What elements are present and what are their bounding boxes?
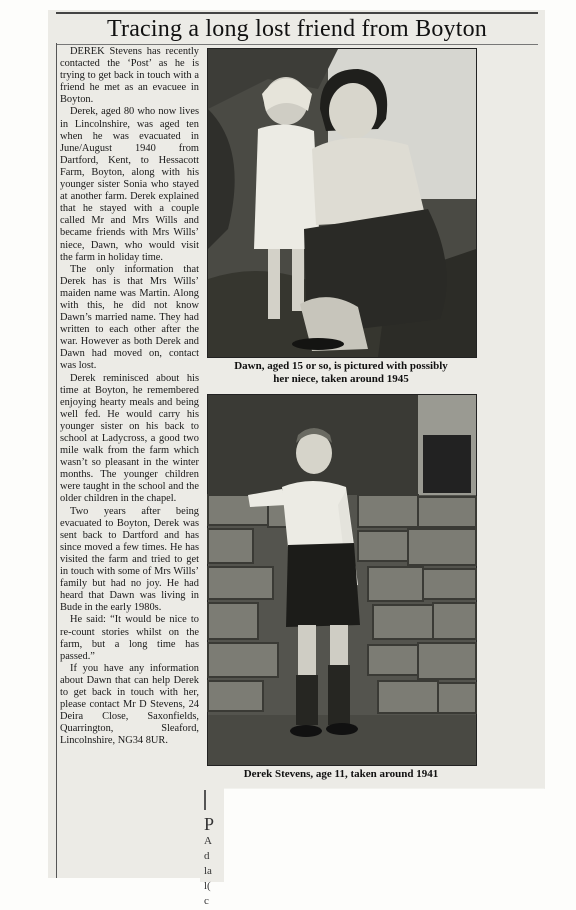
cut-off-letter: la — [204, 865, 212, 877]
caption-line: Dawn, aged 15 or so, is pictured with possibly — [234, 360, 448, 372]
photo-derek-stevens — [207, 394, 477, 766]
article-paragraph: If you have any information about Dawn that can help Derek to get back in touch with her, please contact Mr D Stevens, 24 Deira Close, Saxonfields, Quarrington, Sleaford, Lincolnshire, NG34 8UR. — [60, 662, 199, 747]
article-body — [60, 46, 199, 747]
cut-off-next-article — [200, 786, 224, 907]
article-paragraph: He said: “It would be nice to re-count stories whilst on the farm, but a long time has passed.” — [60, 614, 199, 662]
caption-line: her niece, taken around 1945 — [273, 373, 409, 385]
article-paragraph: Two years after being evacuated to Boyton, Derek was sent back to Dartford and has since moved a few times. He has visited the farm and tried to get in touch with some of Mrs Wills’ family but had no joy. He had heard that Dawn was living in Bude in the early 1980s. — [60, 505, 199, 614]
photo-dawn-with-girl — [207, 48, 477, 358]
cut-off-letter: P — [204, 814, 215, 834]
cut-off-column-rule — [204, 790, 206, 810]
column-rule — [56, 43, 57, 878]
cut-off-letter: l( — [204, 880, 211, 892]
headline: Tracing a long lost friend from Boyton — [56, 12, 538, 45]
article-paragraph: Derek reminisced about his time at Boyton, he remembered enjoying hearty meals and being well fed. He would carry his younger sister on his back to school at Ladycross, a good two mile walk from the farm which wasn’t so pleasant in the winter months. The younger children were taught in the school and the older children in the chapel. — [60, 372, 199, 505]
article-paragraph: DEREK Stevens has recently contacted the ‘Post’ as he is trying to get back in touch with a friend he met as an evacuee in Boyton. — [60, 46, 199, 106]
cut-off-text — [204, 814, 220, 909]
cut-off-letter: c — [204, 895, 209, 907]
article-paragraph: The only information that Derek has is that Mrs Wills’ maiden name was Martin. Along with this, he did not know Dawn’s married name. They had written to each other after the war. However as both Derek and Dawn had moved on, contact was lost. — [60, 263, 199, 372]
article-paragraph: Derek, aged 80 who now lives in Lincolnshire, was aged ten when he was evacuated in June/August 1940 from Dartford, Kent, to Hessacott Farm, Boyton, along with his younger sister Sonia who stayed at another farm. Derek explained that he stayed with a couple called Mr and Mrs Wills and became friends with Mrs Wills’ niece, Dawn, who would visit the farm in holiday time. — [60, 106, 199, 263]
photo-caption: Derek Stevens, age 11, taken around 1941 — [243, 768, 439, 780]
photo-caption — [207, 360, 475, 386]
cut-off-letter: d — [204, 850, 210, 862]
cut-off-letter: A — [204, 835, 212, 847]
